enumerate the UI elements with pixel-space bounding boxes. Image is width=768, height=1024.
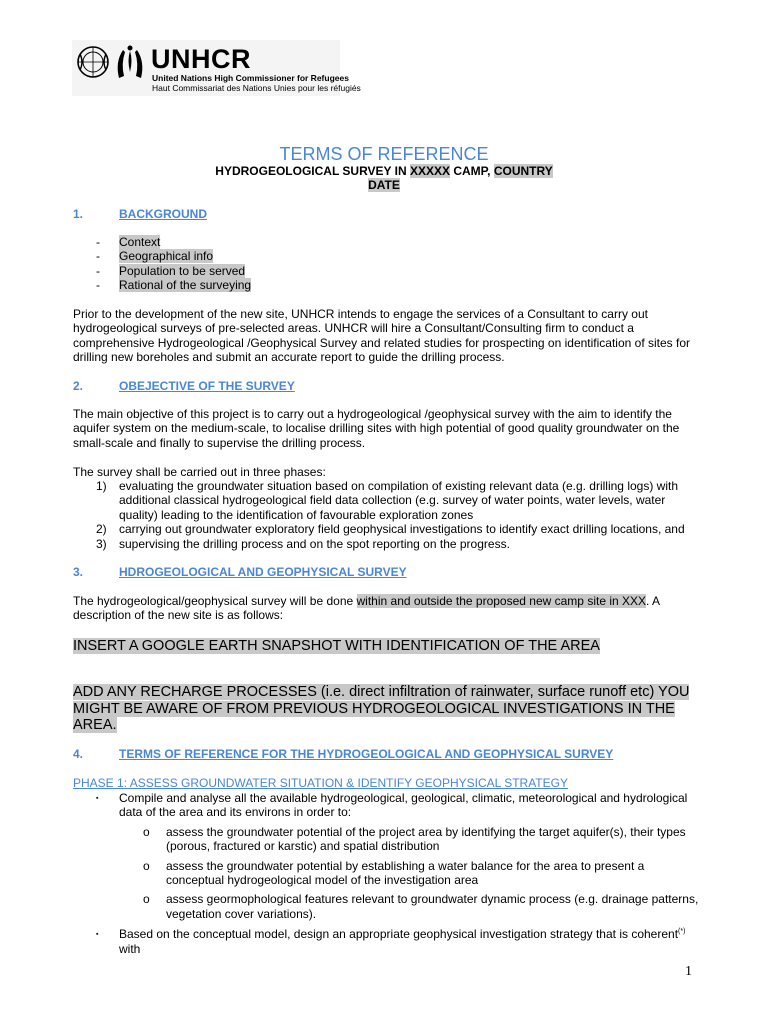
square-bullet: ▪ xyxy=(96,795,99,802)
survey-text-after: . A description of the new site is as follows: xyxy=(73,594,660,623)
item-text-before: Based on the conceptual model, design an appropriate geophysical investigation strategy that is coherent xyxy=(119,927,679,942)
date-placeholder: DATE xyxy=(368,178,400,192)
section-heading-survey xyxy=(73,565,407,579)
list-item xyxy=(96,537,701,551)
section-number: 2. xyxy=(73,379,84,393)
item-number: 1) xyxy=(96,479,107,493)
dash-marker: - xyxy=(96,249,100,264)
square-bullet: ▪ xyxy=(96,931,99,939)
item-text: assess geormophological features relevant to groundwater dynamic process (e.g. drainage patterns, vegetation cover variations). xyxy=(166,892,699,921)
logo-french-name: Haut Commissariat des Nations Unies pour les réfugiés xyxy=(152,83,361,93)
list-item xyxy=(96,927,701,956)
page-number: 1 xyxy=(685,964,692,979)
dash-marker: - xyxy=(96,235,100,249)
survey-highlight: within and outside the proposed new camp site in XXX xyxy=(356,594,647,608)
list-item xyxy=(96,264,251,278)
snapshot-note xyxy=(73,638,701,655)
item-text: evaluating the groundwater situation based on compilation of existing relevant data (e.g. drilling logs) with additional classical hydrogeological field data collection (e.g. survey of water points, water levels, water quality) leading to the identification of favourable exploration zones xyxy=(119,479,678,522)
section-title: BACKGROUND xyxy=(119,207,207,221)
recharge-note xyxy=(73,684,701,734)
logo-wordmark: UNHCR xyxy=(151,44,251,74)
sub-list-item xyxy=(143,825,701,854)
un-emblem-icon xyxy=(75,44,111,80)
item-number: 3) xyxy=(96,536,107,551)
section-heading-terms xyxy=(73,747,613,761)
list-item xyxy=(96,791,701,820)
background-paragraph: Prior to the development of the new site, UNHCR intends to engage the services of a Consultant to carry out hydrogeological surveys of pre-selected areas. UNHCR will hire a Consultant/Consulting firm to conduct a comprehensive Hydrogeological /Geophysical Survey and related studies for prospecting on identification of sites for drilling new boreholes and submit an accurate report to guide the drilling process. xyxy=(73,307,691,365)
section-number: 3. xyxy=(73,565,84,579)
dash-marker: - xyxy=(96,278,100,293)
list-item-text: Context xyxy=(119,235,161,249)
list-item xyxy=(96,235,251,249)
item-text: carrying out groundwater exploratory field geophysical investigations to identify exact drilling locations, and xyxy=(119,522,685,537)
item-text: Compile and analyse all the available hydrogeological, geological, climatic, meteorological and hydrological data of the area and its environs in order to: xyxy=(119,791,688,820)
unhcr-logo xyxy=(72,40,361,96)
list-item-text: Geographical info xyxy=(119,249,214,264)
sub-list-item xyxy=(143,892,701,921)
sub-list-item xyxy=(143,859,701,888)
recharge-note-text: ADD ANY RECHARGE PROCESSES (i.e. direct infiltration of rainwater, surface runoff etc) YOU MIGHT BE AWARE OF FROM PREVIOUS HYDROGEOLOGICAL INVESTIGATIONS IN THE AREA. xyxy=(73,684,690,733)
survey-text-before: The hydrogeological/geophysical survey will be done xyxy=(73,594,357,608)
snapshot-note-text: INSERT A GOOGLE EARTH SNAPSHOT WITH IDENTIFICATION OF THE AREA xyxy=(73,638,600,654)
circle-bullet: o xyxy=(143,892,150,907)
phase1-bullet-list xyxy=(96,791,701,956)
phases-intro: The survey shall be carried out in three phases: xyxy=(73,465,326,479)
section-number: 4. xyxy=(73,747,84,761)
document-date-line xyxy=(0,178,768,192)
survey-paragraph xyxy=(73,594,701,623)
item-number: 2) xyxy=(96,522,107,537)
list-item-text: Rational of the surveying xyxy=(119,278,252,293)
background-list xyxy=(96,235,251,293)
section-title: HDROGEOLOGICAL AND GEOPHYSICAL SURVEY xyxy=(119,565,407,579)
item-text xyxy=(119,927,701,956)
country-placeholder: COUNTRY xyxy=(493,164,553,178)
list-item-text: Population to be served xyxy=(119,263,246,278)
section-heading-background xyxy=(73,207,207,221)
subtitle-middle: CAMP, xyxy=(450,164,494,178)
list-item xyxy=(96,479,701,522)
section-heading-objective xyxy=(73,379,295,393)
section-title: OBEJECTIVE OF THE SURVEY xyxy=(119,379,295,393)
item-text: supervising the drilling process and on the spot reporting on the progress. xyxy=(119,536,510,551)
subtitle-prefix: HYDROGEOLOGICAL SURVEY IN xyxy=(215,164,410,178)
document-subtitle xyxy=(0,164,768,178)
objective-paragraph: The main objective of this project is to carry out a hydrogeological /geophysical survey with the aim to identify the aquifer system on the medium-scale, to localise drilling sites with high potential of good quality groundwater on the small-scale and finally to supervise the drilling process. xyxy=(73,407,680,450)
list-item xyxy=(96,278,251,292)
unhcr-hands-icon xyxy=(113,44,147,82)
list-item xyxy=(96,249,251,263)
section-title: TERMS OF REFERENCE FOR THE HYDROGEOLOGICAL AND GEOPHYSICAL SURVEY xyxy=(119,747,614,761)
item-text-after: with xyxy=(119,941,141,956)
camp-placeholder: XXXXX xyxy=(409,164,451,178)
circle-bullet: o xyxy=(143,824,150,839)
phases-list xyxy=(96,479,701,551)
document-title: TERMS OF REFERENCE xyxy=(279,144,489,164)
section-number: 1. xyxy=(73,207,84,221)
logo-english-name: United Nations High Commissioner for Refugees xyxy=(152,73,349,83)
phase1-heading: PHASE 1: ASSESS GROUNDWATER SITUATION & IDENTIFY GEOPHYSICAL STRATEGY xyxy=(73,776,568,790)
footnote-marker: (*) xyxy=(678,928,686,936)
list-item xyxy=(96,522,701,536)
circle-bullet: o xyxy=(143,858,150,873)
item-text: assess the groundwater potential of the project area by identifying the target aquifer(s), their types (porous, fractured or karstic) and spatial distribution xyxy=(166,824,686,854)
item-text: assess the groundwater potential by establishing a water balance for the area to present a conceptual hydrogeological model of the investigation area xyxy=(166,858,645,888)
dash-marker: - xyxy=(96,263,100,278)
